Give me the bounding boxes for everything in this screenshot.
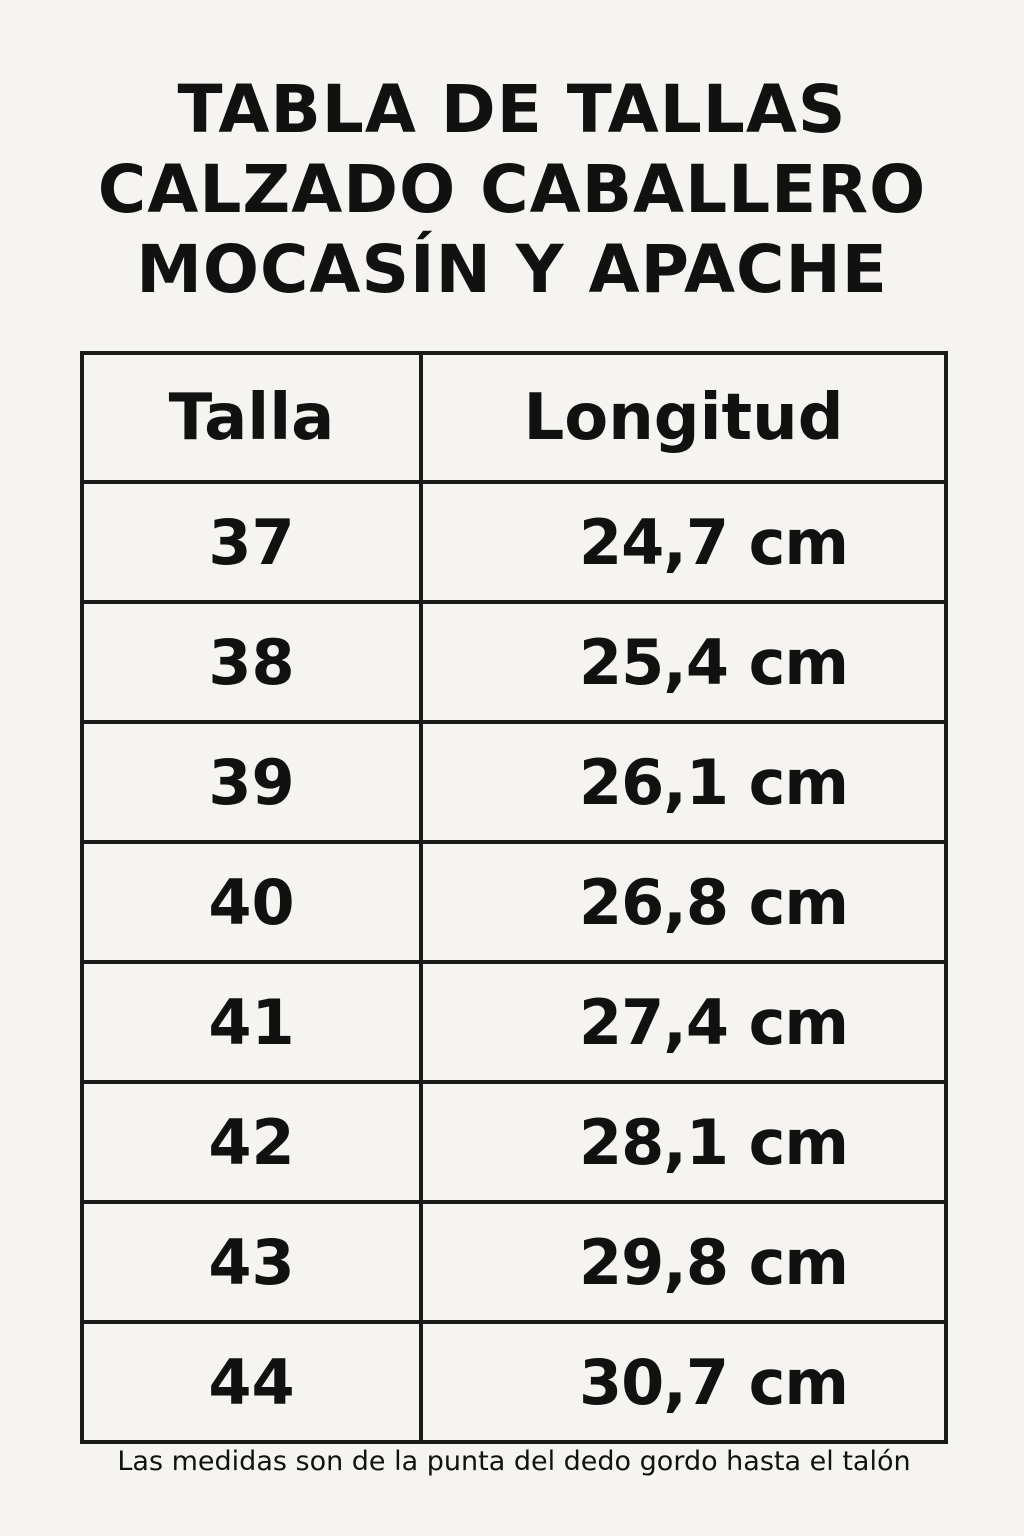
measurement-note: Las medidas son de la punta del dedo gordo hasta el talón: [117, 1446, 911, 1477]
size-cell: 40: [82, 842, 421, 962]
table-row: [82, 962, 946, 1082]
length-cell: 24,7 cm: [421, 482, 946, 602]
length-cell: 25,4 cm: [421, 602, 946, 722]
length-cell: 26,1 cm: [421, 722, 946, 842]
length-cell: 27,4 cm: [421, 962, 946, 1082]
length-cell: 28,1 cm: [421, 1082, 946, 1202]
table-row: [82, 722, 946, 842]
table-row: [82, 1322, 946, 1442]
size-table: [80, 351, 948, 1444]
title-line-1: TABLA DE TALLAS: [177, 71, 847, 148]
size-cell: 41: [82, 962, 421, 1082]
length-cell: 29,8 cm: [421, 1202, 946, 1322]
size-cell: 37: [82, 482, 421, 602]
header-talla: Talla: [82, 353, 421, 482]
size-cell: 42: [82, 1082, 421, 1202]
length-cell: 26,8 cm: [421, 842, 946, 962]
table-row: [82, 1202, 946, 1322]
size-cell: 44: [82, 1322, 421, 1442]
header-longitud: Longitud: [421, 353, 946, 482]
size-cell: 39: [82, 722, 421, 842]
title-line-2: CALZADO CABALLERO: [97, 151, 927, 228]
page-title: [0, 70, 1024, 310]
table-row: [82, 482, 946, 602]
length-cell: 30,7 cm: [421, 1322, 946, 1442]
table-row: [82, 602, 946, 722]
table-header-row: [82, 353, 946, 482]
title-line-3: MOCASÍN Y APACHE: [136, 231, 888, 308]
size-cell: 43: [82, 1202, 421, 1322]
size-cell: 38: [82, 602, 421, 722]
table-row: [82, 1082, 946, 1202]
table-row: [82, 842, 946, 962]
